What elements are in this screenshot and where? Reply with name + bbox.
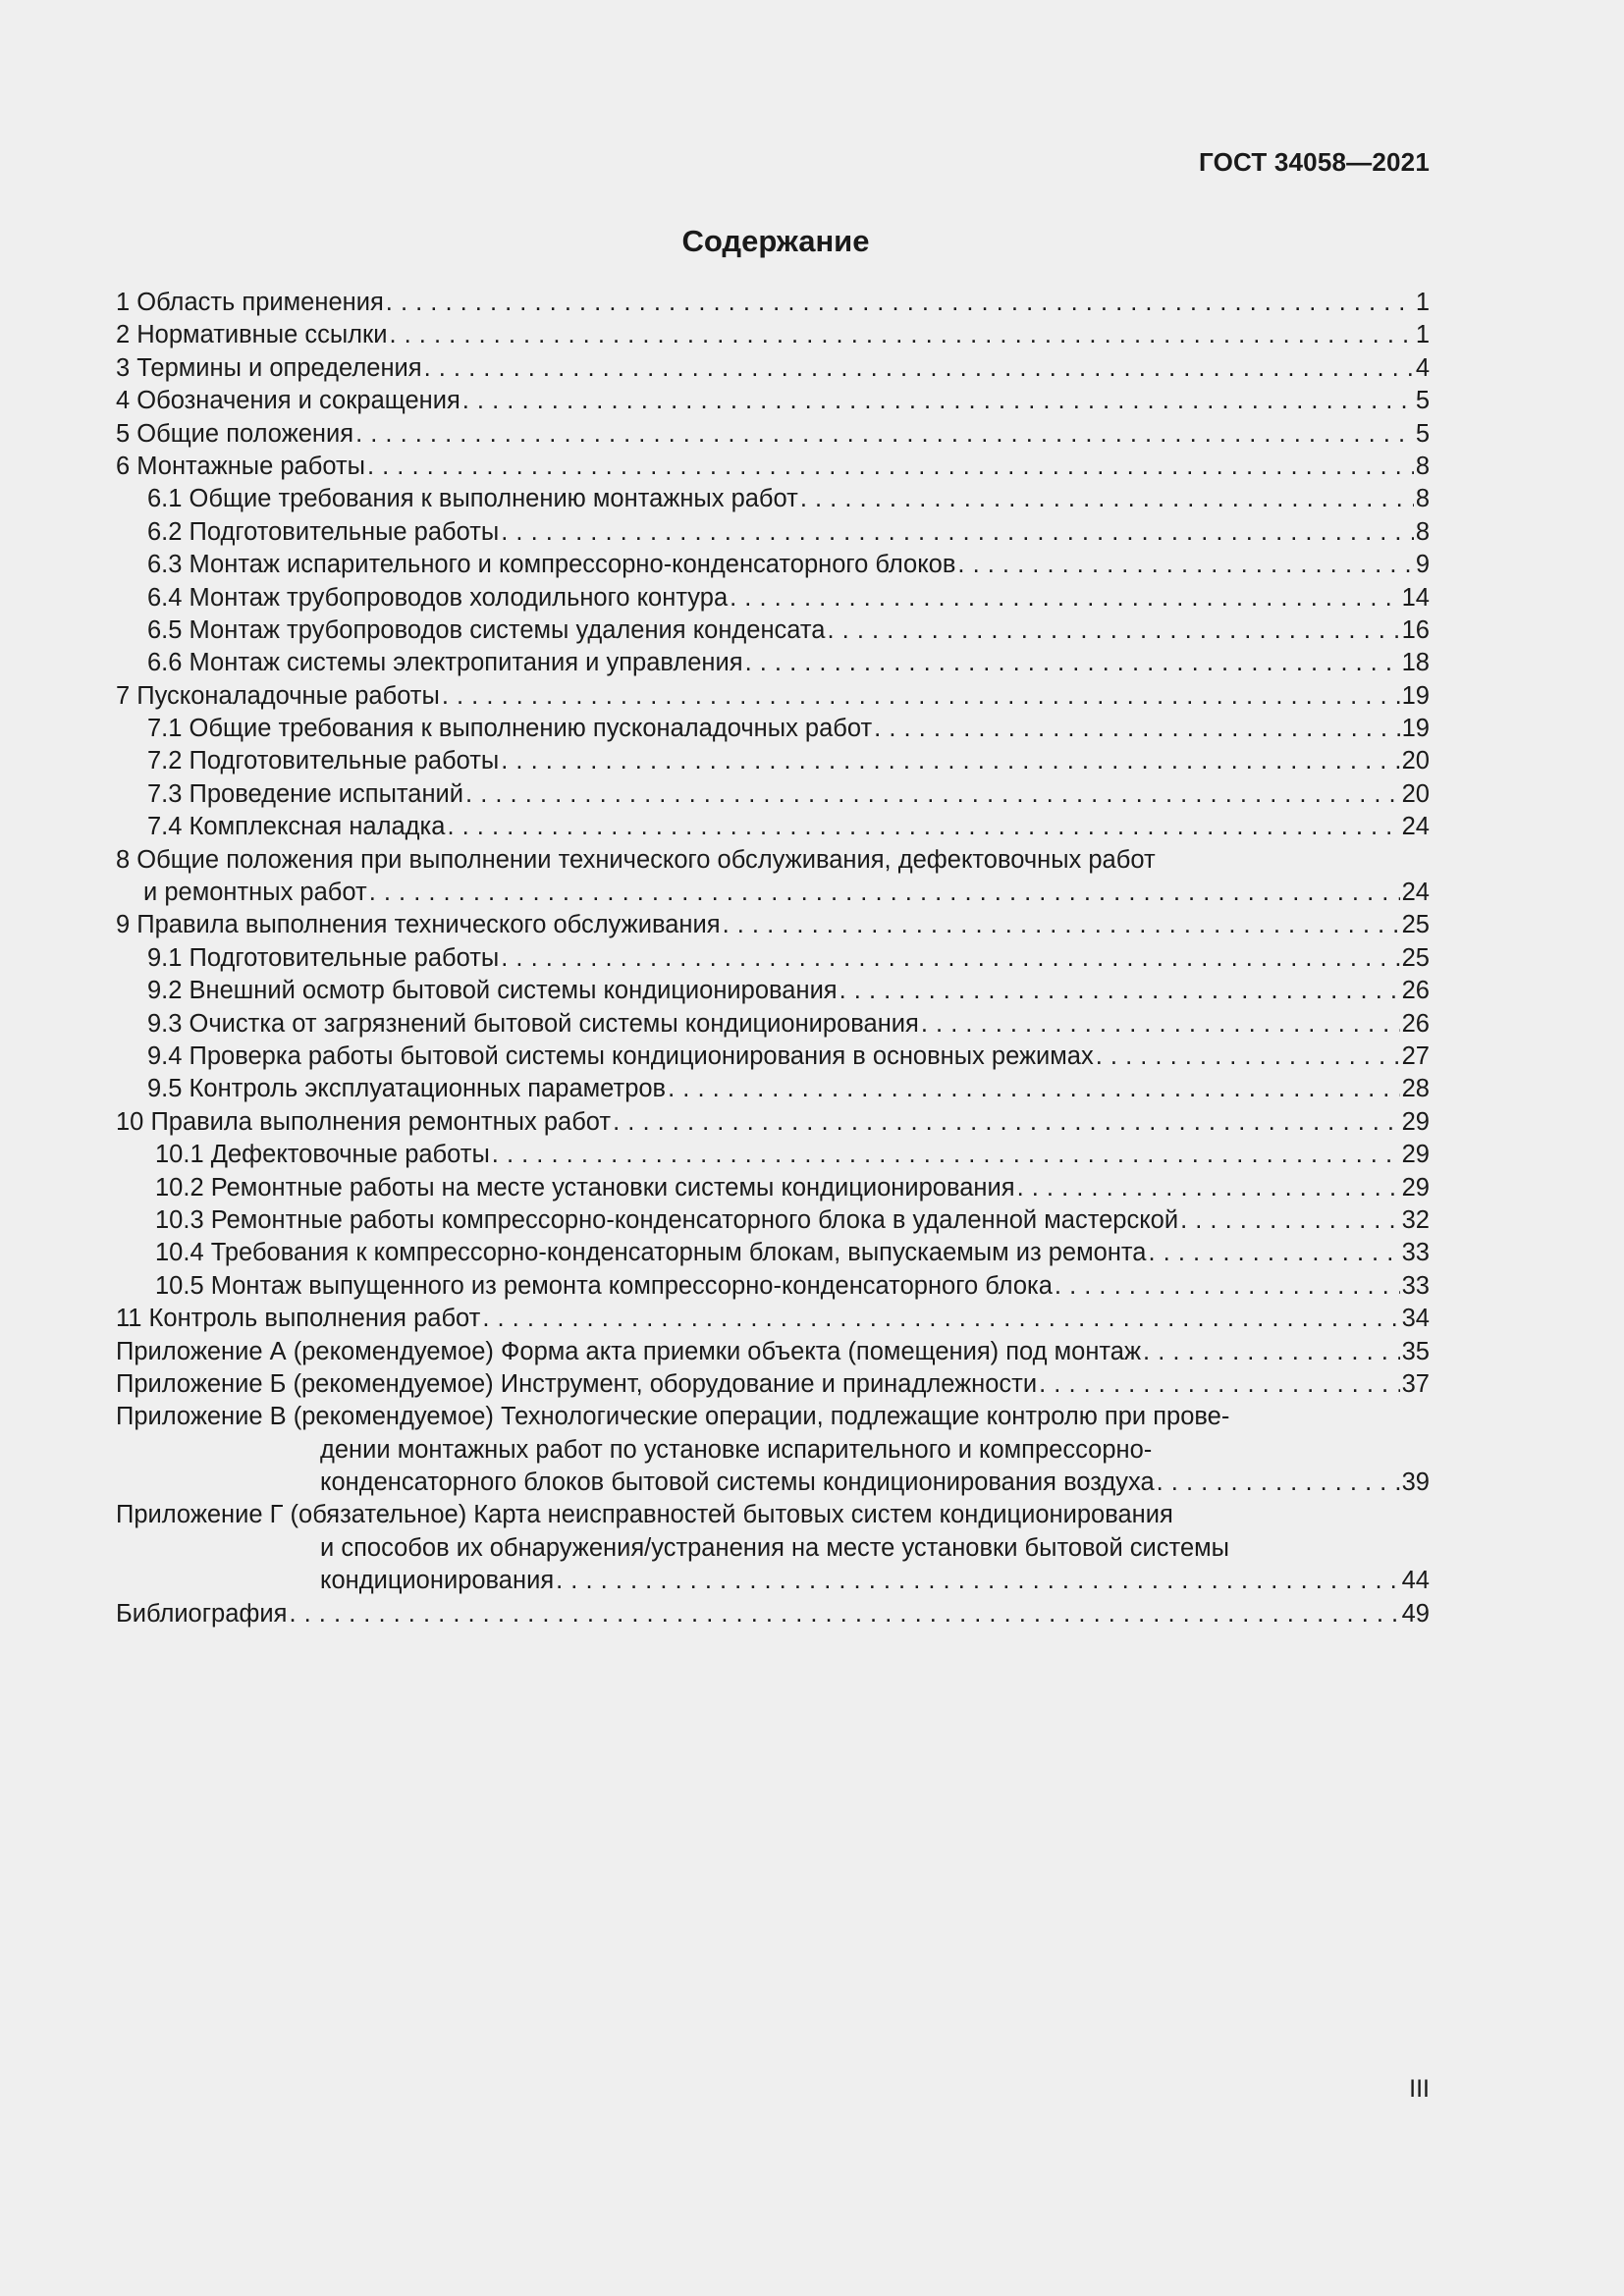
- toc-entry[interactable]: 6.1 Общие требования к выполнению монтажных работ . . . 8: [116, 483, 1430, 515]
- toc-entry[interactable]: 9.2 Внешний осмотр бытовой системы кондиционирования . . . 26: [116, 975, 1430, 1007]
- toc-entry-appendix[interactable]: Приложение В (рекомендуемое) Технологические операции, подлежащие контролю при прове-: [116, 1403, 1230, 1431]
- toc-entry[interactable]: 9.1 Подготовительные работы . . . 25: [116, 942, 1430, 975]
- toc-entry[interactable]: 6.3 Монтаж испарительного и компрессорно-конденсаторного блоков . . . 9: [116, 549, 1430, 581]
- toc-entry[interactable]: 10.2 Ремонтные работы на месте установки системы кондиционирования . . . 29: [116, 1172, 1430, 1204]
- toc-entry[interactable]: 10 Правила выполнения ремонтных работ . . . 29: [116, 1106, 1430, 1139]
- toc-entry[interactable]: Библиография . . . 49: [116, 1598, 1430, 1630]
- toc-entry[interactable]: 9.5 Контроль эксплуатационных параметров . . . 28: [116, 1073, 1430, 1105]
- toc-entry[interactable]: 7.3 Проведение испытаний . . . 20: [116, 778, 1430, 811]
- toc-entry[interactable]: 7.1 Общие требования к выполнению пусконаладочных работ . . . 19: [116, 713, 1430, 745]
- toc-entry[interactable]: 6 Монтажные работы . . . 8: [116, 451, 1430, 483]
- toc-title: Содержание: [681, 224, 870, 258]
- toc-entry[interactable]: 9.3 Очистка от загрязнений бытовой системы кондиционирования . . . 26: [116, 1008, 1430, 1041]
- toc-entry-continuation[interactable]: и ремонтных работ . . . 24: [116, 877, 1430, 909]
- toc-entry[interactable]: 7 Пусконаладочные работы . . . 19: [116, 680, 1430, 713]
- toc-entry[interactable]: 6.2 Подготовительные работы . . . 8: [116, 516, 1430, 549]
- toc-entry[interactable]: 3 Термины и определения . . . 4: [116, 352, 1430, 385]
- toc-entry-continuation[interactable]: и способов их обнаружения/устранения на месте установки бытовой системы: [320, 1533, 1229, 1562]
- document-id: ГОСТ 34058—2021: [1199, 147, 1430, 177]
- toc-entry-appendix[interactable]: Приложение Б (рекомендуемое) Инструмент, оборудование и принадлежности . . . 37: [116, 1368, 1430, 1401]
- toc-entry-continuation[interactable]: кондиционирования . . . 44: [116, 1565, 1430, 1597]
- toc-entry[interactable]: 6.6 Монтаж системы электропитания и управления . . . 18: [116, 647, 1430, 679]
- toc-entry[interactable]: 2 Нормативные ссылки . . . 1: [116, 319, 1430, 351]
- toc-entry-continuation[interactable]: дении монтажных работ по установке испарительного и компрессорно-: [320, 1435, 1153, 1464]
- toc-entry[interactable]: 9 Правила выполнения технического обслуживания . . . 25: [116, 909, 1430, 941]
- table-of-contents: [116, 287, 1430, 1630]
- toc-entry[interactable]: 10.5 Монтаж выпущенного из ремонта компрессорно-конденсаторного блока . . . 33: [116, 1270, 1430, 1303]
- toc-entry[interactable]: 9.4 Проверка работы бытовой системы кондиционирования в основных режимах . . . 27: [116, 1041, 1430, 1073]
- toc-entry[interactable]: 7.2 Подготовительные работы . . . 20: [116, 745, 1430, 777]
- toc-entry-appendix[interactable]: Приложение А (рекомендуемое) Форма акта приемки объекта (помещения) под монтаж . . . 35: [116, 1336, 1430, 1368]
- toc-entry-appendix[interactable]: Приложение Г (обязательное) Карта неисправностей бытовых систем кондиционирования: [116, 1501, 1173, 1529]
- toc-entry[interactable]: 10.4 Требования к компрессорно-конденсаторным блокам, выпускаемым из ремонта . . . 33: [116, 1237, 1430, 1269]
- page-number: III: [1409, 2075, 1430, 2103]
- toc-entry[interactable]: 5 Общие положения . . . 5: [116, 418, 1430, 451]
- toc-entry[interactable]: 6.5 Монтаж трубопроводов системы удаления конденсата . . . 16: [116, 614, 1430, 647]
- toc-entry[interactable]: 4 Обозначения и сокращения . . . 5: [116, 385, 1430, 417]
- toc-entry[interactable]: 8 Общие положения при выполнении технического обслуживания, дефектовочных работ: [116, 845, 1156, 874]
- toc-entry[interactable]: 11 Контроль выполнения работ . . . 34: [116, 1303, 1430, 1335]
- toc-entry[interactable]: 10.3 Ремонтные работы компрессорно-конденсаторного блока в удаленной мастерской . . . 32: [116, 1204, 1430, 1237]
- toc-entry[interactable]: 7.4 Комплексная наладка . . . 24: [116, 811, 1430, 843]
- toc-entry-continuation[interactable]: конденсаторного блоков бытовой системы кондиционирования воздуха . . . 39: [116, 1467, 1430, 1499]
- toc-entry[interactable]: 10.1 Дефектовочные работы . . . 29: [116, 1139, 1430, 1171]
- toc-entry[interactable]: 1 Область применения . . . 1: [116, 287, 1430, 319]
- toc-entry[interactable]: 6.4 Монтаж трубопроводов холодильного контура . . . 14: [116, 582, 1430, 614]
